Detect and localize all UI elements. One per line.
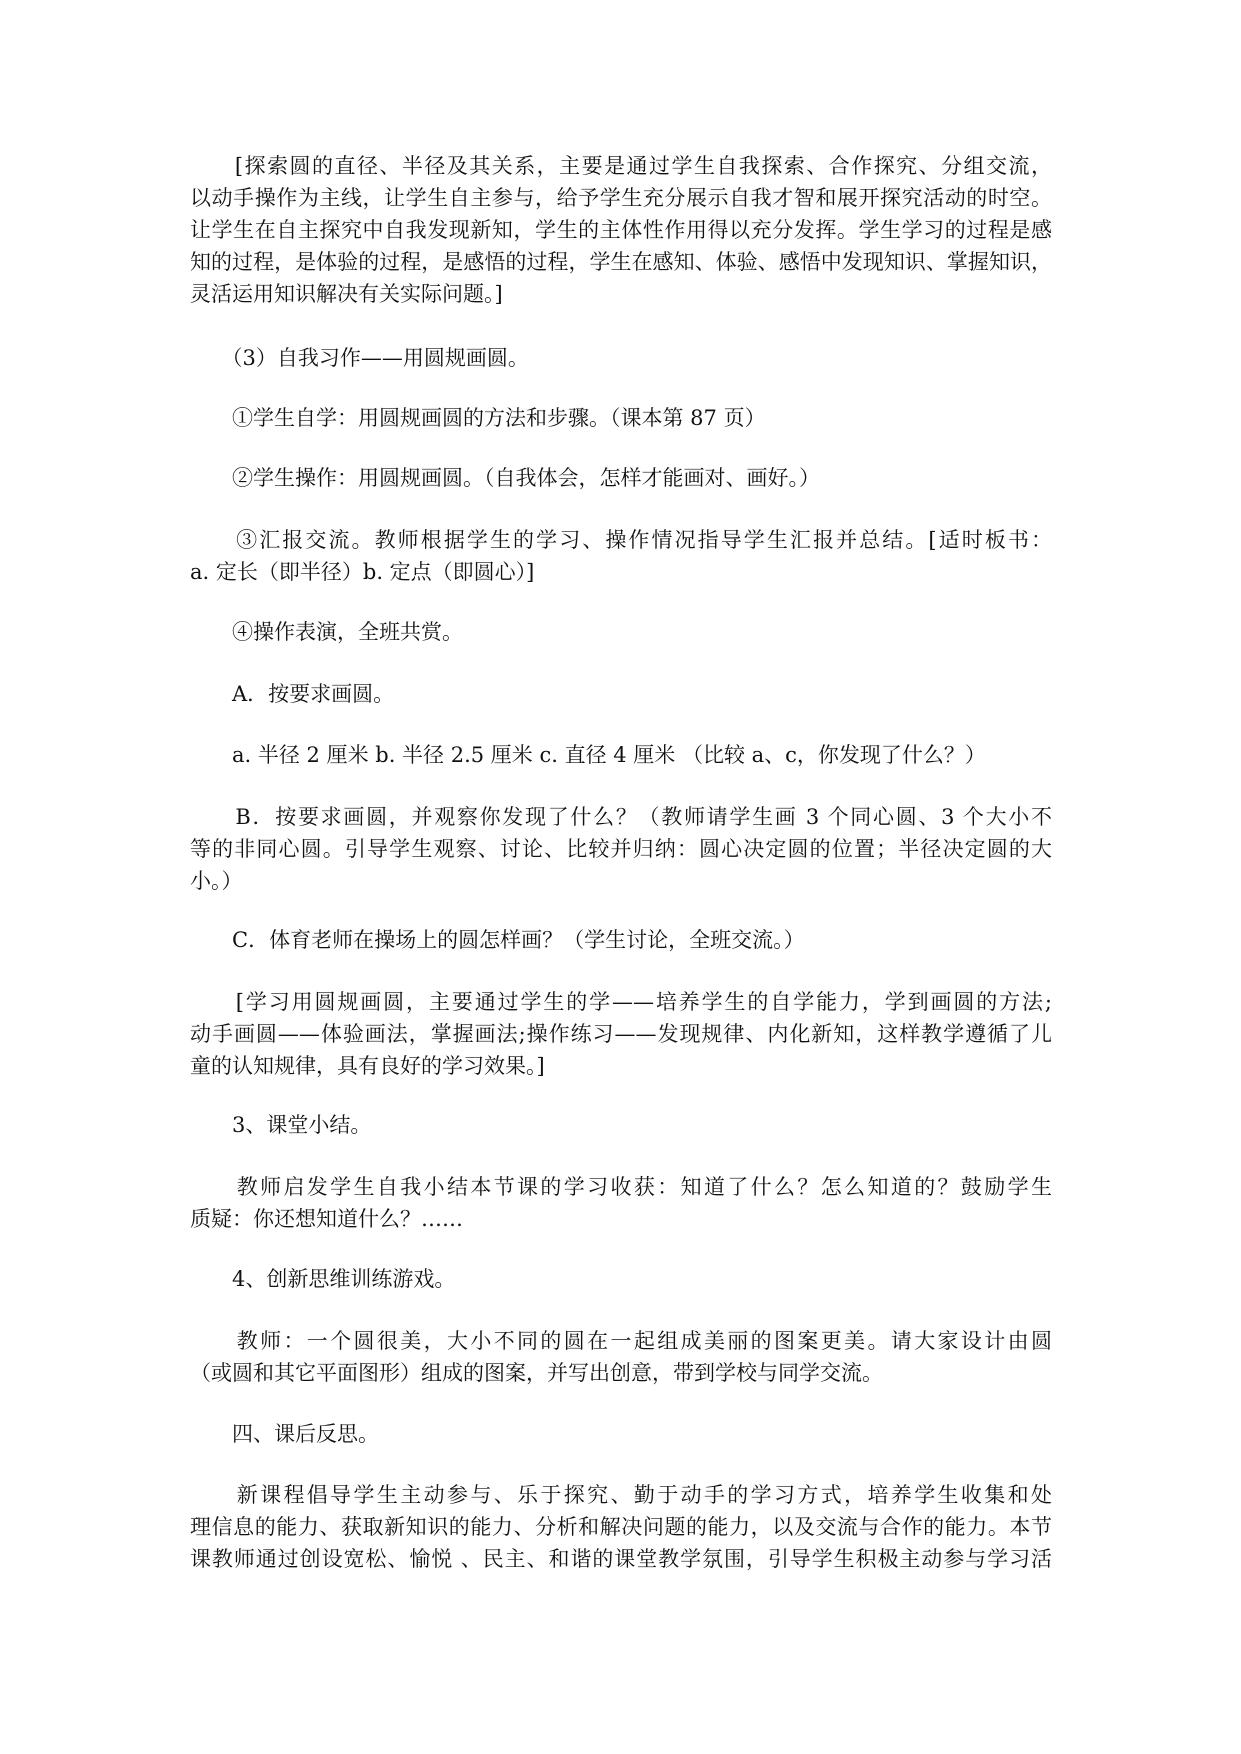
- text-line: C．体育老师在操场上的圆怎样画？（学生讨论，全班交流。）: [190, 928, 805, 952]
- heading-reflection: [190, 1418, 1052, 1450]
- text-line: ①学生自学：用圆规画圆的方法和步骤。（课本第 87 页）: [190, 406, 766, 430]
- text-line: A．按要求画圆。: [190, 682, 395, 706]
- text-line: 教师：一个圆很美，大小不同的圆在一起组成美丽的图案更美。请大家设计由圆: [190, 1329, 1052, 1353]
- paragraph-exploration-note: [190, 150, 1052, 310]
- text-line: 教师启发学生自我小结本节课的学习收获：知道了什么？怎么知道的？鼓励学生: [190, 1175, 1052, 1199]
- text-line: 四、课后反思。: [190, 1422, 379, 1446]
- text-line: 新课程倡导学生主动参与、乐于探究、勤于动手的学习方式，培养学生收集和处: [190, 1483, 1052, 1507]
- text-line: a. 半径 2 厘米 b. 半径 2.5 厘米 c. 直径 4 厘米 （比较 a、c，你发现了什么？）: [190, 743, 986, 767]
- paragraph-item-b: [190, 801, 1052, 897]
- text-line: 童的认知规律，具有良好的学习效果。]: [190, 1054, 545, 1078]
- heading-summary: [190, 1109, 1052, 1141]
- text-line: [探索圆的直径、半径及其关系，主要是通过学生自我探索、合作探究、分组交流，: [190, 154, 1052, 178]
- text-line: 等的非同心圆。引导学生观察、讨论、比较并归纳：圆心决定圆的位置；半径决定圆的大: [190, 837, 1052, 861]
- text-line: B．按要求画圆，并观察你发现了什么？（教师请学生画 3 个同心圆、3 个大小不: [190, 805, 1052, 829]
- text-line: 灵活运用知识解决有关实际问题。]: [190, 282, 503, 306]
- paragraph-item-c: [190, 924, 1052, 956]
- paragraph-item-a: [190, 678, 1052, 710]
- text-line: 质疑：你还想知道什么？……: [190, 1207, 463, 1231]
- text-line: 4、创新思维训练游戏。: [190, 1267, 456, 1291]
- text-line: 动手画圆——体验画法，掌握画法;操作练习——发现规律、内化新知，这样教学遵循了儿: [190, 1022, 1052, 1046]
- text-line: 以动手操作为主线，让学生自主参与，给予学生充分展示自我才智和展开探究活动的时空。: [190, 186, 1052, 210]
- heading-self-practice: [190, 342, 1052, 374]
- text-line: （3）自我习作——用圆规画圆。: [190, 346, 529, 370]
- paragraph-step-3: [190, 524, 1052, 588]
- paragraph-step-2: [190, 462, 1052, 494]
- text-line: 知的过程，是体验的过程，是感悟的过程，学生在感知、体验、感悟中发现知识、掌握知识，: [190, 250, 1052, 274]
- paragraph-compass-note: [190, 986, 1052, 1082]
- paragraph-item-a-details: [190, 739, 1052, 771]
- heading-game: [190, 1263, 1052, 1295]
- paragraph-step-4: [190, 616, 1052, 648]
- text-line: 小。）: [190, 869, 243, 893]
- text-line: 3、课堂小结。: [190, 1113, 372, 1137]
- text-line: ④操作表演，全班共赏。: [190, 620, 463, 644]
- paragraph-summary: [190, 1171, 1052, 1235]
- text-line: ②学生操作：用圆规画圆。（自我体会，怎样才能画对、画好。）: [190, 466, 820, 490]
- text-line: 理信息的能力、获取新知识的能力、分析和解决问题的能力，以及交流与合作的能力。本节: [190, 1515, 1052, 1539]
- text-line: a. 定长（即半径）b. 定点（即圆心）]: [190, 560, 535, 584]
- text-line: 让学生在自主探究中自我发现新知，学生的主体性作用得以充分发挥。学生学习的过程是感: [190, 218, 1052, 242]
- paragraph-step-1: [190, 402, 1052, 434]
- paragraph-game: [190, 1325, 1052, 1389]
- text-line: [学习用圆规画圆，主要通过学生的学——培养学生的自学能力，学到画圆的方法;: [190, 990, 1052, 1014]
- text-line: （或圆和其它平面图形）组成的图案，并写出创意，带到学校与同学交流。: [190, 1361, 883, 1385]
- text-line: 课教师通过创设宽松、愉悦 、民主、和谐的课堂教学氛围，引导学生积极主动参与学习活: [190, 1547, 1052, 1571]
- text-line: ③汇报交流。教师根据学生的学习、操作情况指导学生汇报并总结。[适时板书：: [190, 528, 1052, 552]
- paragraph-reflection: [190, 1479, 1052, 1575]
